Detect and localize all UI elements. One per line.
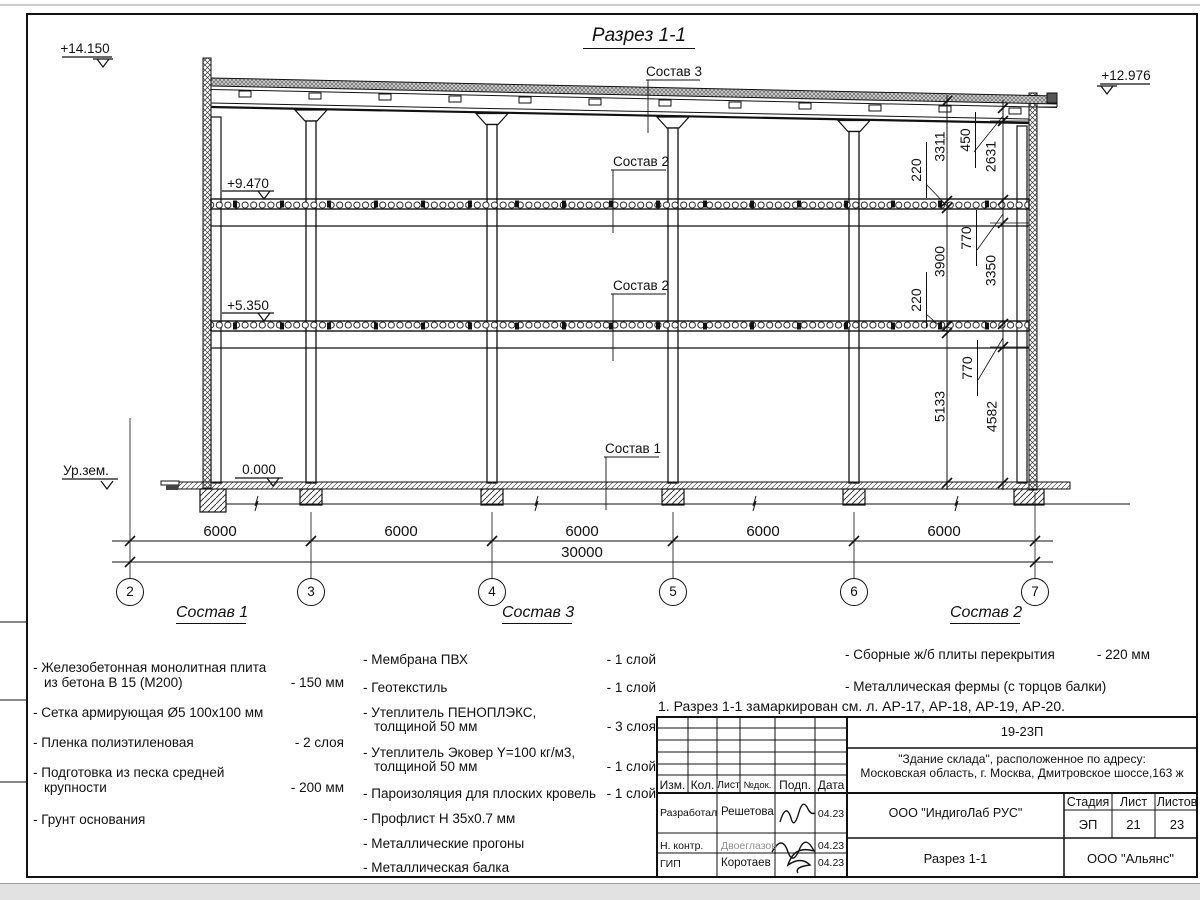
c3-item-3-line2: толщиной 50 мм xyxy=(374,719,478,734)
vdim-220-bottom: 220 xyxy=(909,272,927,328)
c2-item-1-value: - 220 мм xyxy=(1096,647,1150,662)
callout-slab2: Состав 2 xyxy=(613,154,669,169)
c3-item-1-value: - 1 слой xyxy=(606,652,656,667)
dim-bay-2: 6000 xyxy=(384,523,418,540)
composition-1-title: Состав 1 xyxy=(176,604,246,624)
c3-item-3-line1: - Утеплитель ПЕНОПЛЭКС, xyxy=(363,705,537,720)
titleblock-project-line1: "Здание склада", расположенное по адресу: xyxy=(898,752,1146,766)
dim-bay-3: 6000 xyxy=(565,523,599,540)
c3-item-4-value: - 1 слой xyxy=(606,759,656,774)
c3-item-2-line1: - Геотекстиль xyxy=(363,680,448,695)
c1-item-1-line2: из бетона В 15 (М200) xyxy=(44,675,183,690)
ground-foundations xyxy=(161,481,1130,512)
titleblock-col-list: Лист xyxy=(717,779,740,791)
grid-bubble-7: 7 xyxy=(1031,584,1039,599)
c3-item-1-line1: - Мембрана ПВХ xyxy=(363,652,468,667)
ground-level-label: Ур.зем. xyxy=(63,463,109,478)
c1-item-1-value: - 150 мм xyxy=(290,675,344,690)
titleblock-project-line2: Московская область, г. Москва, Дмитровское шоссе,163 ж xyxy=(860,766,1184,780)
floor-slabs xyxy=(211,199,1029,348)
c3-item-4-line2: толщиной 50 мм xyxy=(374,759,478,774)
vdim-2631: 2631 xyxy=(982,140,999,173)
grid-bubble-6: 6 xyxy=(850,584,858,599)
vdim-3350: 3350 xyxy=(982,254,999,287)
vdim-770-lower: 770 xyxy=(960,340,978,396)
vdim-450: 450 xyxy=(958,112,976,168)
stage-label: Стадия xyxy=(1066,795,1110,809)
note-text: 1. Разрез 1-1 замаркирован см. л. АР-17, АР-18, АР-19, АР-20. xyxy=(658,698,1066,714)
titleblock-col-kol: Кол. xyxy=(690,778,715,792)
dim-bay-1: 6000 xyxy=(203,523,237,540)
titleblock-doc-number: 19-23П xyxy=(1000,724,1044,739)
sheet-number: 21 xyxy=(1126,817,1141,832)
role-gip-date: 04.23 xyxy=(817,857,845,869)
section-title: Разрез 1-1 xyxy=(583,26,695,49)
sheet-label: Лист xyxy=(1119,795,1148,809)
role-developer-name: Решетова xyxy=(721,806,774,818)
sheets-total: 23 xyxy=(1169,817,1185,832)
c3-item-4-line1: - Утеплитель Эковер Y=100 кг/м3, xyxy=(363,745,576,760)
vdim-220-top: 220 xyxy=(909,142,927,198)
c3-item-5-value: - 1 слой xyxy=(606,786,656,801)
c3-item-6-line1: - Профлист Н 35х0.7 мм xyxy=(363,811,516,826)
callout-floor: Состав 1 xyxy=(605,441,661,456)
vdim-3311: 3311 xyxy=(931,131,948,162)
c1-item-4-line2: крупности xyxy=(44,780,107,795)
c2-item-1-line1: - Сборные ж/б плиты перекрытия xyxy=(845,647,1055,662)
c1-item-5-line1: - Грунт основания xyxy=(33,812,146,827)
dim-total: 30000 xyxy=(561,544,603,561)
titleblock-col-podp: Подп. xyxy=(779,778,811,792)
vdim-4582: 4582 xyxy=(983,400,1000,433)
elevation-top-right: +12.976 xyxy=(1101,68,1151,83)
titleblock-col-izm: Изм. xyxy=(659,778,686,792)
grid-bubble-3: 3 xyxy=(307,584,315,599)
c3-item-7-line1: - Металлические прогоны xyxy=(363,836,525,851)
titleblock-col-ndoc: №док. xyxy=(743,780,772,791)
composition-2-title: Состав 2 xyxy=(950,604,1020,624)
elevation-floor1: +5.350 xyxy=(227,298,269,313)
c3-item-5-line1: - Пароизоляция для плоских кровель xyxy=(363,786,597,801)
vdim-770-upper: 770 xyxy=(959,210,977,266)
c1-item-3-line1: - Пленка полиэтиленовая xyxy=(33,735,194,750)
c1-item-4-value: - 200 мм xyxy=(290,780,344,795)
role-gip-label: ГИП xyxy=(660,858,681,870)
composition-3-title: Состав 3 xyxy=(502,604,572,624)
callout-roof: Состав 3 xyxy=(646,64,702,79)
role-gip-name: Коротаев xyxy=(721,857,771,869)
dim-bay-5: 6000 xyxy=(927,523,961,540)
dim-bay-4: 6000 xyxy=(746,523,780,540)
role-developer-date: 04.23 xyxy=(817,808,845,820)
roof xyxy=(211,78,1057,123)
role-ncontrol-date: 04.23 xyxy=(817,840,845,852)
titleblock-drawing-name: Разрез 1-1 xyxy=(923,851,988,866)
grid-bubble-4: 4 xyxy=(488,584,496,599)
c2-item-2-line1: - Металлическая фермы (с торцов балки) xyxy=(845,679,1107,694)
sheets-label: Листов xyxy=(1156,795,1198,809)
c1-item-1-line1: - Железобетонная монолитная плита xyxy=(33,660,267,675)
elevation-zero: 0.000 xyxy=(242,462,276,477)
stage-value: ЭП xyxy=(1078,817,1098,832)
titleblock-org: ООО "ИндигоЛаб РУС" xyxy=(888,806,1023,820)
c3-item-2-value: - 1 слой xyxy=(606,680,656,695)
c3-item-3-value: - 3 слоя xyxy=(606,719,656,734)
vdim-5133: 5133 xyxy=(931,390,948,423)
c1-item-4-line1: - Подготовка из песка средней xyxy=(33,765,225,780)
titleblock-col-data: Дата xyxy=(817,778,845,792)
grid-bubble-2: 2 xyxy=(126,584,134,599)
role-developer-label: Разработал xyxy=(660,807,718,819)
c1-item-2-line1: - Сетка армирующая Ø5 100х100 мм xyxy=(33,705,264,720)
grid-bubble-5: 5 xyxy=(669,584,677,599)
titleblock-org2: ООО "Альянс" xyxy=(1087,851,1174,866)
role-ncontrol-label: Н. контр. xyxy=(660,840,704,852)
c1-item-3-value: - 2 слоя xyxy=(294,735,344,750)
callout-slab1: Состав 2 xyxy=(613,278,669,293)
vdim-3900: 3900 xyxy=(931,245,948,278)
elevation-top-left: +14.150 xyxy=(60,41,110,56)
role-ncontrol-name: Двоеглазов xyxy=(721,840,777,852)
grid-bubbles xyxy=(117,579,1049,606)
c3-item-8-line1: - Металлическая балка xyxy=(363,860,510,875)
elevation-floor2: +9.470 xyxy=(227,176,269,191)
signatures xyxy=(772,804,815,873)
